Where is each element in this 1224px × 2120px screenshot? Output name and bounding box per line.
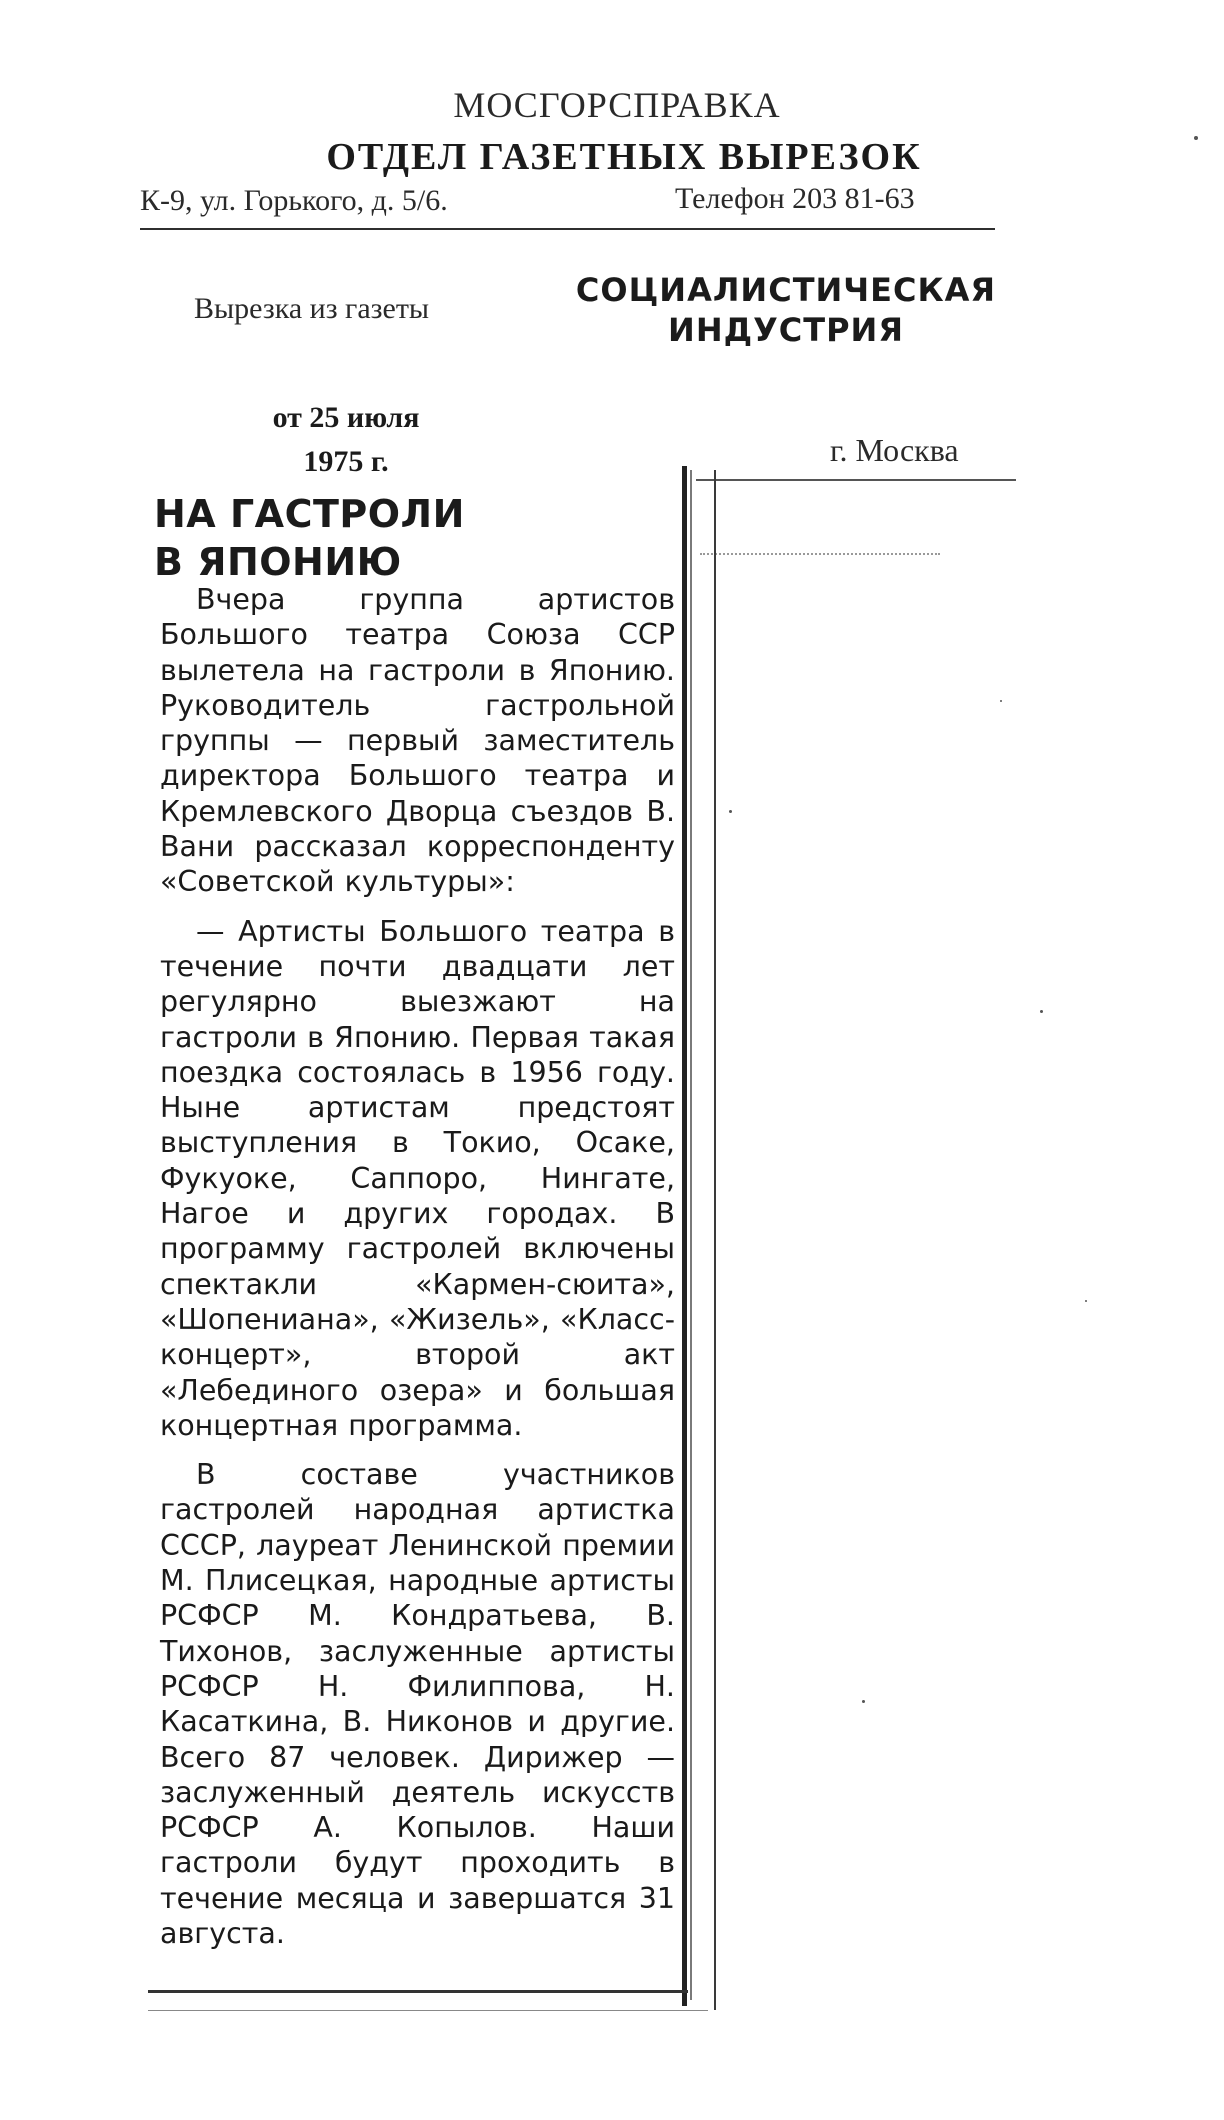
article-bottom-rule-secondary: [148, 2010, 708, 2011]
scan-speck: [1085, 1300, 1087, 1302]
contact-line: [140, 184, 1010, 234]
city: г. Москва: [830, 432, 959, 468]
newspaper-name: [566, 270, 1006, 350]
scan-speck: [1040, 1010, 1043, 1013]
newspaper-name-line1: СОЦИАЛИСТИЧЕСКАЯ: [575, 271, 997, 309]
right-column-top-rule: [696, 479, 1016, 481]
article-bottom-rule: [148, 1990, 688, 1993]
source-label: Вырезка из газеты: [194, 292, 430, 325]
column-rule: [682, 466, 687, 2006]
article-paragraph-1: Вчера группа артистов Большого театра Союза ССР вылетела на гастроли в Японию. Руководитель гастрольной группы — первый заместитель директора Большого театра и Кремлевского Дворца съездов В. Вани рассказал корреспонденту «Советской культуры»:: [160, 583, 675, 899]
article-body: [160, 582, 675, 1951]
newspaper-name-line2: ИНДУСТРИЯ: [668, 311, 904, 349]
headline-line1: НА ГАСТРОЛИ: [154, 492, 465, 536]
headline-line2: В ЯПОНИЮ: [154, 540, 402, 584]
address: К-9, ул. Горького, д. 5/6.: [140, 184, 448, 217]
article-paragraph-2: — Артисты Большого театра в течение почти двадцати лет регулярно выезжают на гастроли в Японию. Первая такая поездка состоялась в 1956 году. Ныне артистам предстоят выступления в Токио, Осаке, Фукуоке, Саппоро, Нингате, Нагое и других городах. В программу гастролей включены спектакли «Кармен-сюита», «Шопениана», «Жизель», «Класс-концерт», второй акт «Лебединого озера» и большая концертная программа.: [160, 914, 675, 1442]
phone-number: Телефон 203 81-63: [675, 182, 915, 215]
department-title: ОТДЕЛ ГАЗЕТНЫХ ВЫРЕЗОК: [326, 136, 922, 178]
column-rule-outer: [714, 470, 716, 2010]
issue-date-line1: от 25 июля: [272, 401, 420, 434]
scan-speck: [729, 810, 732, 813]
article-headline: [154, 490, 674, 586]
issue-date: [226, 396, 466, 484]
agency-title: МОСГОРСПРАВКА: [453, 85, 781, 125]
header-divider: [140, 228, 995, 230]
scan-speck: [1194, 136, 1198, 140]
column-rule-secondary: [690, 470, 692, 2000]
issue-date-line2: 1975 г.: [303, 445, 389, 478]
scan-speck: [862, 1700, 865, 1703]
article-paragraph-3: В составе участников гастролей народная артистка СССР, лауреат Ленинской премии М. Плисецкая, народные артисты РСФСР М. Кондратьева, В. Тихонов, заслуженные артисты РСФСР Н. Филиппова, Н. Касаткина, В. Никонов и другие. Всего 87 человек. Дирижер — заслуженный деятель искусств РСФСР А. Копылов. Наши гастроли будут проходить в течение месяца и завершатся 31 августа.: [160, 1458, 675, 1950]
scan-speck: [1000, 700, 1002, 702]
right-column-dotted-rule: [700, 553, 940, 555]
